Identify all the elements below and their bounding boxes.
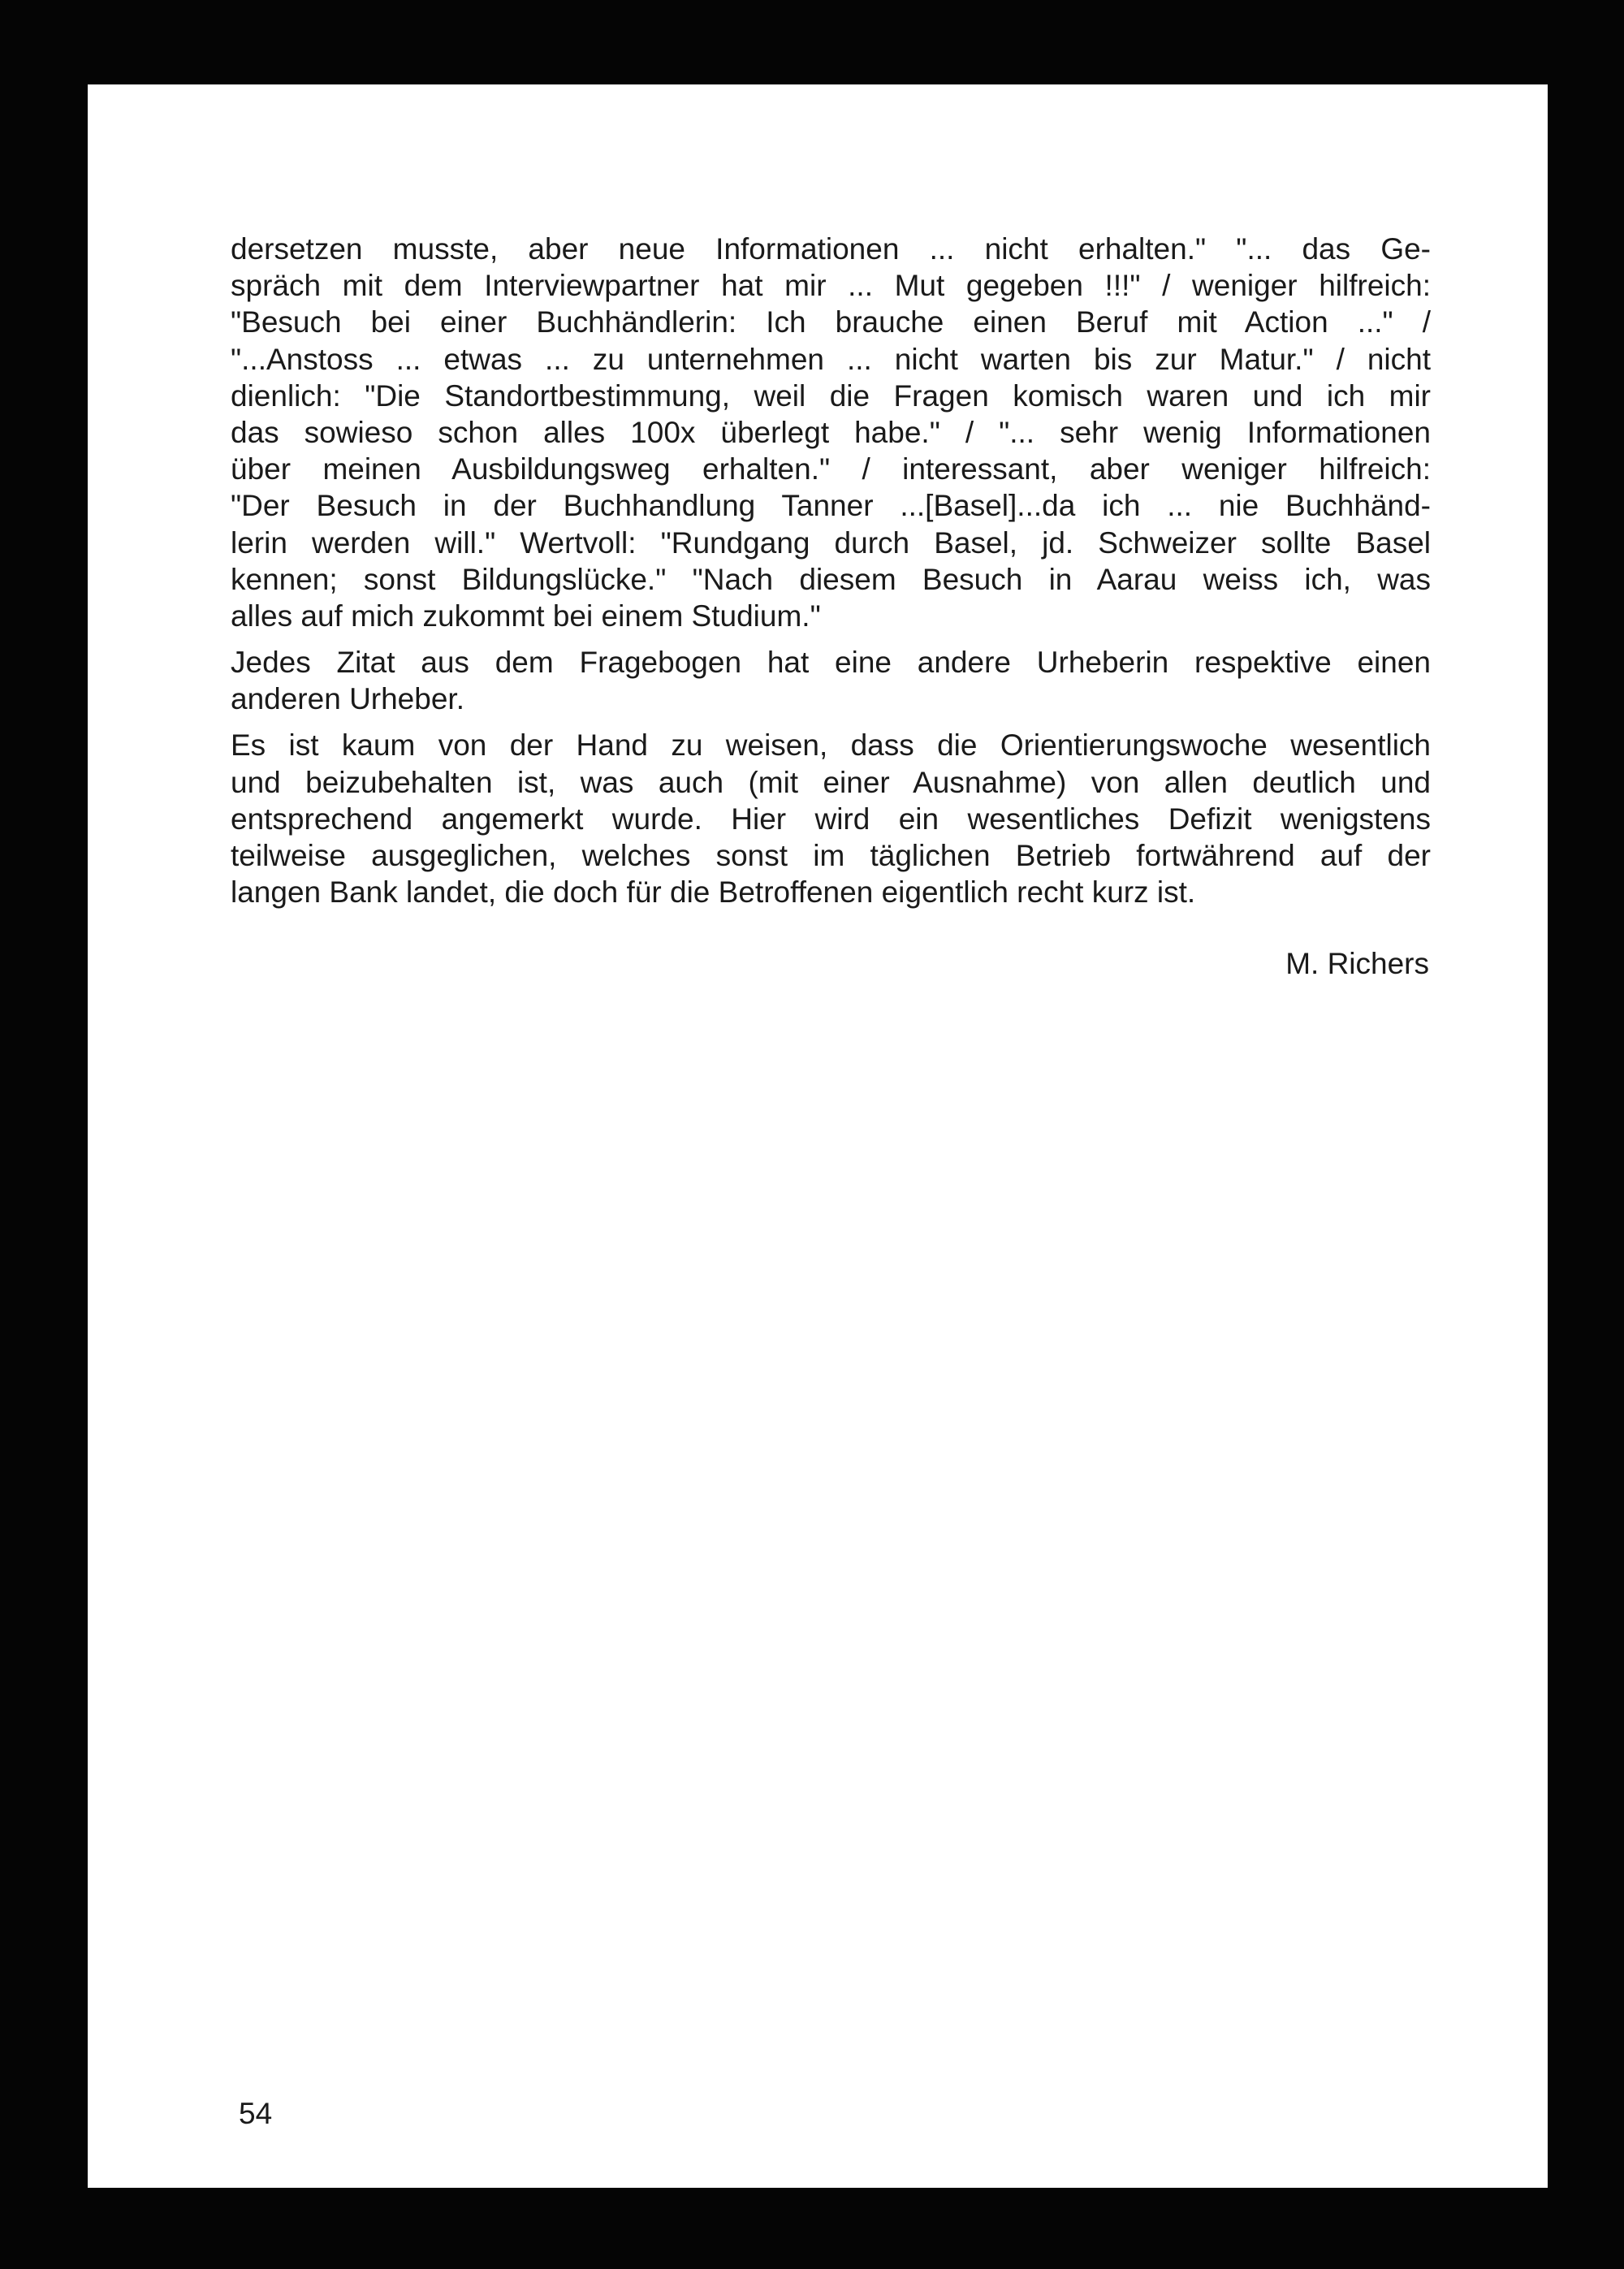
text-line: Es ist kaum von der Hand zu weisen, dass die Orientierungswoche wesentlich xyxy=(231,728,1431,763)
text-line: "Der Besuch in der Buchhandlung Tanner ...[Basel]...da ich ... nie Buchhänd- xyxy=(231,489,1431,523)
text-line: "Besuch bei einer Buchhändlerin: Ich brauche einen Beruf mit Action ..." / xyxy=(231,305,1431,339)
text-line: "...Anstoss ... etwas ... zu unternehmen ... nicht warten bis zur Matur." / nicht xyxy=(231,342,1431,376)
text-line: dersetzen musste, aber neue Informationen ... nicht erhalten." "... das Ge- xyxy=(231,232,1431,266)
paragraph-quotes xyxy=(231,231,1431,634)
document-page xyxy=(88,84,1548,2188)
text-line: über meinen Ausbildungsweg erhalten." / interessant, aber weniger hilfreich: xyxy=(231,452,1431,486)
text-line: und beizubehalten ist, was auch (mit einer Ausnahme) von allen deutlich und xyxy=(231,765,1431,799)
text-line: langen Bank landet, die doch für die Betroffenen eigentlich recht kurz ist. xyxy=(231,875,1196,910)
text-line: teilweise ausgeglichen, welches sonst im täglichen Betrieb fortwährend auf der xyxy=(231,839,1431,872)
page-number: 54 xyxy=(239,2097,273,2130)
text-line: kennen; sonst Bildungslücke." "Nach diesem Besuch in Aarau weiss ich, was xyxy=(231,562,1431,596)
text-line: entsprechend angemerkt wurde. Hier wird ein wesentliches Defizit wenigstens xyxy=(231,802,1431,836)
paragraph-authorship xyxy=(231,644,1431,717)
body-text xyxy=(231,231,1431,920)
text-line: alles auf mich zukommt bei einem Studium." xyxy=(231,599,821,633)
text-line: lerin werden will." Wertvoll: "Rundgang durch Basel, jd. Schweizer sollte Basel xyxy=(231,525,1431,560)
text-line: dienlich: "Die Standortbestimmung, weil die Fragen komisch waren und ich mir xyxy=(231,378,1431,413)
text-line: das sowieso schon alles 100x überlegt habe." / "... sehr wenig Informationen xyxy=(231,415,1431,449)
text-line: Jedes Zitat aus dem Fragebogen hat eine andere Urheberin respektive einen xyxy=(231,646,1431,680)
author-signature: M. Richers xyxy=(1285,947,1429,980)
text-line: anderen Urheber. xyxy=(231,682,464,716)
text-line: spräch mit dem Interviewpartner hat mir ... Mut gegeben !!!" / weniger hilfreich: xyxy=(231,269,1431,303)
paragraph-conclusion xyxy=(231,727,1431,910)
